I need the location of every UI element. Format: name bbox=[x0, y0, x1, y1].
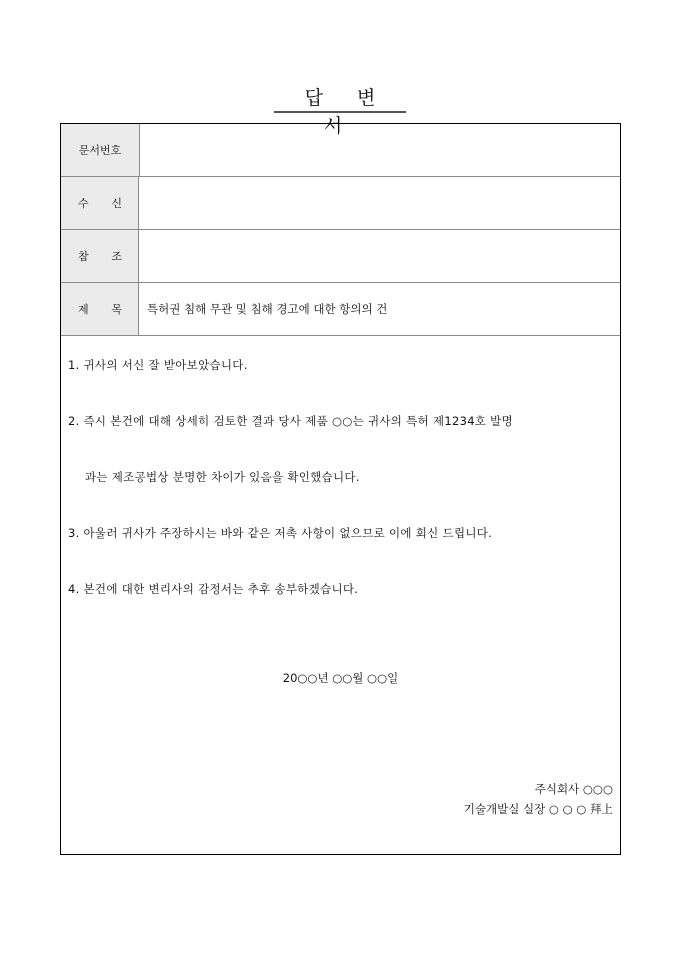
paragraph-1: 1. 귀사의 서신 잘 받아보았습니다. bbox=[68, 358, 248, 372]
label-recipient-right: 신 bbox=[111, 197, 122, 210]
document-title: 답 변 서 bbox=[304, 87, 390, 137]
label-document-number: 문서번호 bbox=[61, 124, 140, 176]
value-document-number bbox=[140, 124, 620, 176]
label-subject bbox=[61, 283, 139, 335]
paragraph-2-line-1: 2. 즉시 본건에 대해 상세히 검토한 결과 당사 제품 ○○는 귀사의 특허 제1234호 발명 bbox=[68, 414, 513, 428]
value-recipient bbox=[140, 177, 620, 229]
label-recipient bbox=[61, 177, 139, 229]
document-frame bbox=[60, 123, 621, 855]
signature-sender: 기술개발실 실장 ○ ○ ○ 拜上 bbox=[463, 802, 613, 816]
paragraph-4: 4. 본건에 대한 변리사의 감정서는 추후 송부하겠습니다. bbox=[68, 582, 359, 596]
label-reference-left: 참 bbox=[78, 250, 89, 263]
label-subject-right: 목 bbox=[111, 303, 122, 316]
label-reference bbox=[61, 230, 139, 282]
label-reference-right: 조 bbox=[111, 250, 122, 263]
row-subject bbox=[61, 283, 620, 336]
document-date: 20○○년 ○○월 ○○일 bbox=[282, 671, 399, 685]
label-subject-left: 제 bbox=[78, 303, 89, 316]
row-document-number bbox=[61, 124, 620, 177]
label-recipient-left: 수 bbox=[78, 197, 89, 210]
paragraph-3: 3. 아울러 귀사가 주장하시는 바와 같은 저촉 사항이 없으므로 이에 회신 드립니다. bbox=[68, 526, 493, 540]
row-reference bbox=[61, 230, 620, 283]
value-subject: 특허권 침해 무관 및 침해 경고에 대한 항의의 건 bbox=[147, 302, 388, 316]
signature-company: 주식회사 ○○○ bbox=[534, 782, 613, 796]
title-underline bbox=[274, 111, 406, 113]
paragraph-2-line-2: 과는 제조공법상 분명한 차이가 있음을 확인했습니다. bbox=[85, 470, 360, 484]
row-recipient bbox=[61, 177, 620, 230]
value-reference bbox=[140, 230, 620, 282]
